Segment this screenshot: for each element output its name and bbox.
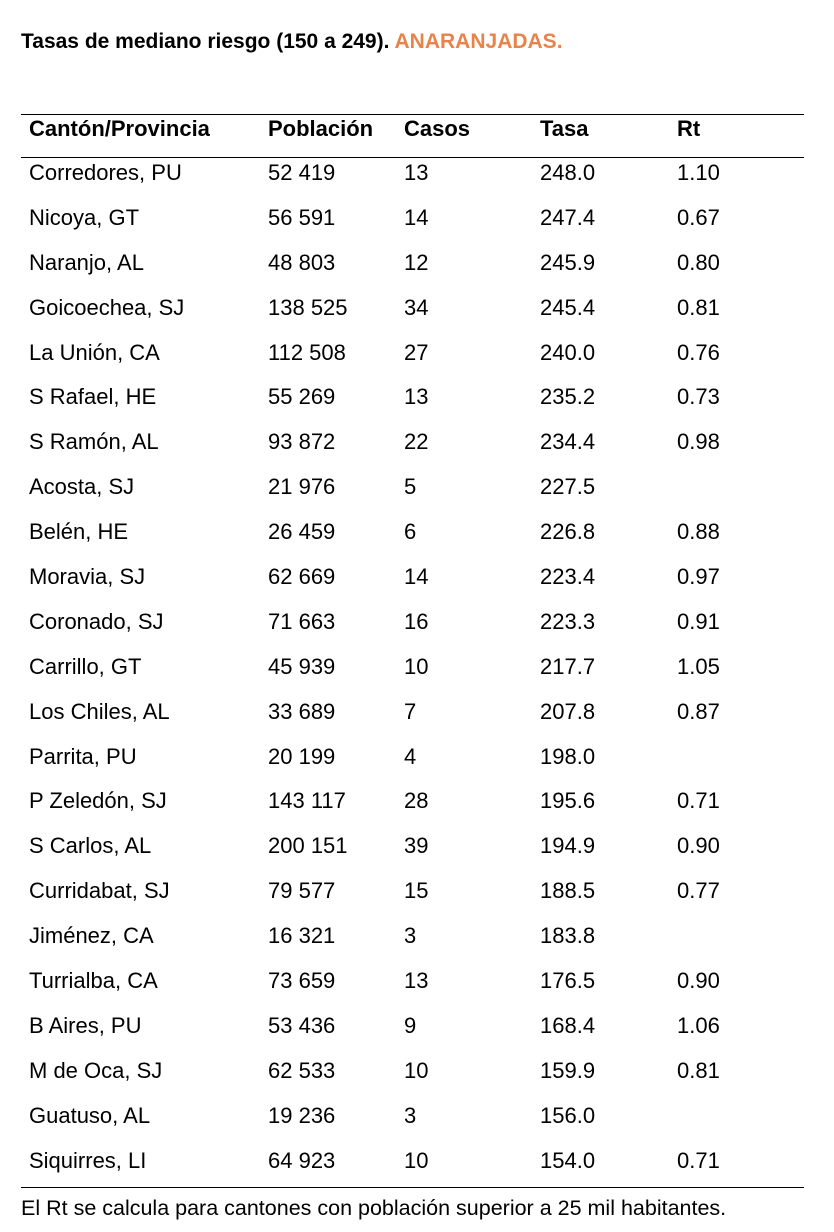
cell-rt: 0.91 [677, 608, 720, 634]
cell-casos: 10 [404, 1147, 429, 1173]
cell-canton: Los Chiles, AL [29, 698, 170, 724]
table-row [0, 608, 834, 653]
footnote: El Rt se calcula para cantones con población superior a 25 mil habitantes. [21, 1196, 727, 1220]
cell-poblacion: 53 436 [268, 1012, 336, 1038]
cell-canton: Moravia, SJ [29, 564, 146, 590]
cell-poblacion: 138 525 [268, 294, 348, 320]
header-rt: Rt [677, 116, 701, 141]
cell-canton: Turrialba, CA [29, 968, 158, 994]
cell-tasa: 207.8 [540, 698, 596, 724]
cell-casos: 13 [404, 968, 429, 994]
cell-canton: Belén, HE [29, 519, 129, 545]
cell-canton: Siquirres, LI [29, 1147, 147, 1173]
cell-poblacion: 62 669 [268, 564, 336, 590]
table-row [0, 473, 834, 518]
table-row [0, 1147, 834, 1192]
cell-casos: 9 [404, 1012, 417, 1038]
cell-casos: 27 [404, 339, 429, 365]
cell-casos: 4 [404, 743, 417, 769]
cell-poblacion: 52 419 [268, 160, 336, 185]
table-row [0, 1057, 834, 1102]
title-main: Tasas de mediano riesgo (150 a 249). [21, 30, 390, 53]
cell-rt: 0.98 [677, 429, 720, 455]
header-canton: Cantón/Provincia [29, 116, 210, 141]
cell-tasa: 223.4 [540, 564, 596, 590]
cell-canton: P Zeledón, SJ [29, 788, 167, 814]
cell-canton: B Aires, PU [29, 1012, 142, 1038]
cell-tasa: 245.9 [540, 249, 596, 275]
table-row [0, 383, 834, 428]
table-bottom-rule [21, 1187, 804, 1188]
cell-rt: 0.81 [677, 294, 720, 320]
table-row [0, 518, 834, 563]
cell-casos: 7 [404, 698, 417, 724]
table-body [0, 159, 834, 1191]
page-title [21, 30, 563, 54]
cell-rt: 0.97 [677, 564, 720, 590]
cell-rt: 0.76 [677, 339, 720, 365]
cell-tasa: 198.0 [540, 743, 596, 769]
cell-casos: 22 [404, 429, 429, 455]
cell-casos: 39 [404, 833, 429, 859]
cell-poblacion: 56 591 [268, 204, 336, 230]
cell-tasa: 168.4 [540, 1012, 596, 1038]
cell-casos: 13 [404, 160, 429, 185]
table-row [0, 249, 834, 294]
cell-rt: 0.77 [677, 878, 720, 904]
cell-canton: S Ramón, AL [29, 429, 159, 455]
table-top-rule [21, 114, 804, 115]
cell-canton: Nicoya, GT [29, 204, 140, 230]
cell-casos: 6 [404, 519, 417, 545]
cell-tasa: 188.5 [540, 878, 596, 904]
cell-poblacion: 26 459 [268, 519, 336, 545]
cell-poblacion: 16 321 [268, 923, 336, 949]
cell-casos: 15 [404, 878, 429, 904]
cell-tasa: 176.5 [540, 968, 596, 994]
cell-rt: 1.06 [677, 1012, 720, 1038]
cell-rt: 0.71 [677, 1147, 720, 1173]
cell-canton: Goicoechea, SJ [29, 294, 185, 320]
cell-casos: 3 [404, 923, 417, 949]
cell-tasa: 234.4 [540, 429, 596, 455]
cell-poblacion: 20 199 [268, 743, 336, 769]
cell-poblacion: 79 577 [268, 878, 336, 904]
cell-poblacion: 64 923 [268, 1147, 336, 1173]
cell-poblacion: 55 269 [268, 384, 336, 410]
cell-poblacion: 93 872 [268, 429, 336, 455]
cell-tasa: 217.7 [540, 653, 596, 679]
cell-tasa: 183.8 [540, 923, 596, 949]
cell-poblacion: 21 976 [268, 474, 336, 500]
table-row [0, 832, 834, 877]
cell-poblacion: 48 803 [268, 249, 336, 275]
cell-tasa: 156.0 [540, 1102, 596, 1128]
cell-poblacion: 19 236 [268, 1102, 336, 1128]
cell-tasa: 235.2 [540, 384, 596, 410]
table-header-rule [21, 157, 804, 158]
cell-casos: 14 [404, 564, 429, 590]
table-row [0, 967, 834, 1012]
cell-casos: 28 [404, 788, 429, 814]
cell-tasa: 227.5 [540, 474, 596, 500]
cell-casos: 34 [404, 294, 429, 320]
cell-poblacion: 73 659 [268, 968, 336, 994]
cell-tasa: 223.3 [540, 608, 596, 634]
cell-rt: 0.88 [677, 519, 720, 545]
cell-canton: Curridabat, SJ [29, 878, 170, 904]
table-row [0, 204, 834, 249]
cell-canton: Corredores, PU [29, 160, 182, 185]
cell-tasa: 248.0 [540, 160, 596, 185]
cell-tasa: 240.0 [540, 339, 596, 365]
cell-canton: Jiménez, CA [29, 923, 154, 949]
cell-canton: S Rafael, HE [29, 384, 157, 410]
cell-canton: La Unión, CA [29, 339, 160, 365]
cell-casos: 16 [404, 608, 429, 634]
cell-rt: 1.10 [677, 160, 720, 185]
cell-poblacion: 112 508 [268, 339, 346, 365]
cell-canton: M de Oca, SJ [29, 1057, 163, 1083]
cell-canton: Guatuso, AL [29, 1102, 151, 1128]
cell-tasa: 195.6 [540, 788, 596, 814]
cell-tasa: 226.8 [540, 519, 596, 545]
table-row [0, 339, 834, 384]
cell-rt: 0.90 [677, 968, 720, 994]
table-row [0, 563, 834, 608]
cell-casos: 10 [404, 1057, 429, 1083]
table-row [0, 1102, 834, 1147]
cell-rt: 0.71 [677, 788, 720, 814]
table-row [0, 922, 834, 967]
cell-casos: 5 [404, 474, 417, 500]
cell-casos: 14 [404, 204, 429, 230]
table-header [0, 116, 834, 146]
cell-tasa: 159.9 [540, 1057, 596, 1083]
cell-casos: 3 [404, 1102, 417, 1128]
cell-rt: 0.73 [677, 384, 720, 410]
table-row [0, 698, 834, 743]
title-accent: ANARANJADAS. [394, 30, 563, 53]
cell-rt: 1.05 [677, 653, 720, 679]
table-row [0, 1012, 834, 1057]
header-poblacion: Población [268, 116, 374, 141]
cell-rt: 0.80 [677, 249, 720, 275]
cell-rt: 0.87 [677, 698, 720, 724]
table-row [0, 294, 834, 339]
cell-tasa: 154.0 [540, 1147, 596, 1173]
header-casos: Casos [404, 116, 471, 141]
table-row [0, 159, 834, 204]
cell-casos: 10 [404, 653, 429, 679]
table-row [0, 653, 834, 698]
cell-poblacion: 45 939 [268, 653, 336, 679]
cell-rt: 0.90 [677, 833, 720, 859]
table-row [0, 877, 834, 922]
cell-canton: Acosta, SJ [29, 474, 135, 500]
cell-rt: 0.81 [677, 1057, 720, 1083]
cell-poblacion: 71 663 [268, 608, 336, 634]
cell-canton: Naranjo, AL [29, 249, 144, 275]
table-row [0, 787, 834, 832]
cell-tasa: 247.4 [540, 204, 596, 230]
cell-casos: 13 [404, 384, 429, 410]
cell-poblacion: 33 689 [268, 698, 336, 724]
cell-poblacion: 200 151 [268, 833, 348, 859]
cell-canton: Parrita, PU [29, 743, 137, 769]
cell-canton: S Carlos, AL [29, 833, 152, 859]
cell-casos: 12 [404, 249, 429, 275]
cell-canton: Coronado, SJ [29, 608, 164, 634]
cell-tasa: 245.4 [540, 294, 596, 320]
table-row [0, 428, 834, 473]
header-tasa: Tasa [540, 116, 589, 141]
cell-canton: Carrillo, GT [29, 653, 142, 679]
cell-rt: 0.67 [677, 204, 720, 230]
table-row [0, 743, 834, 788]
cell-poblacion: 62 533 [268, 1057, 336, 1083]
cell-poblacion: 143 117 [268, 788, 346, 814]
cell-tasa: 194.9 [540, 833, 596, 859]
